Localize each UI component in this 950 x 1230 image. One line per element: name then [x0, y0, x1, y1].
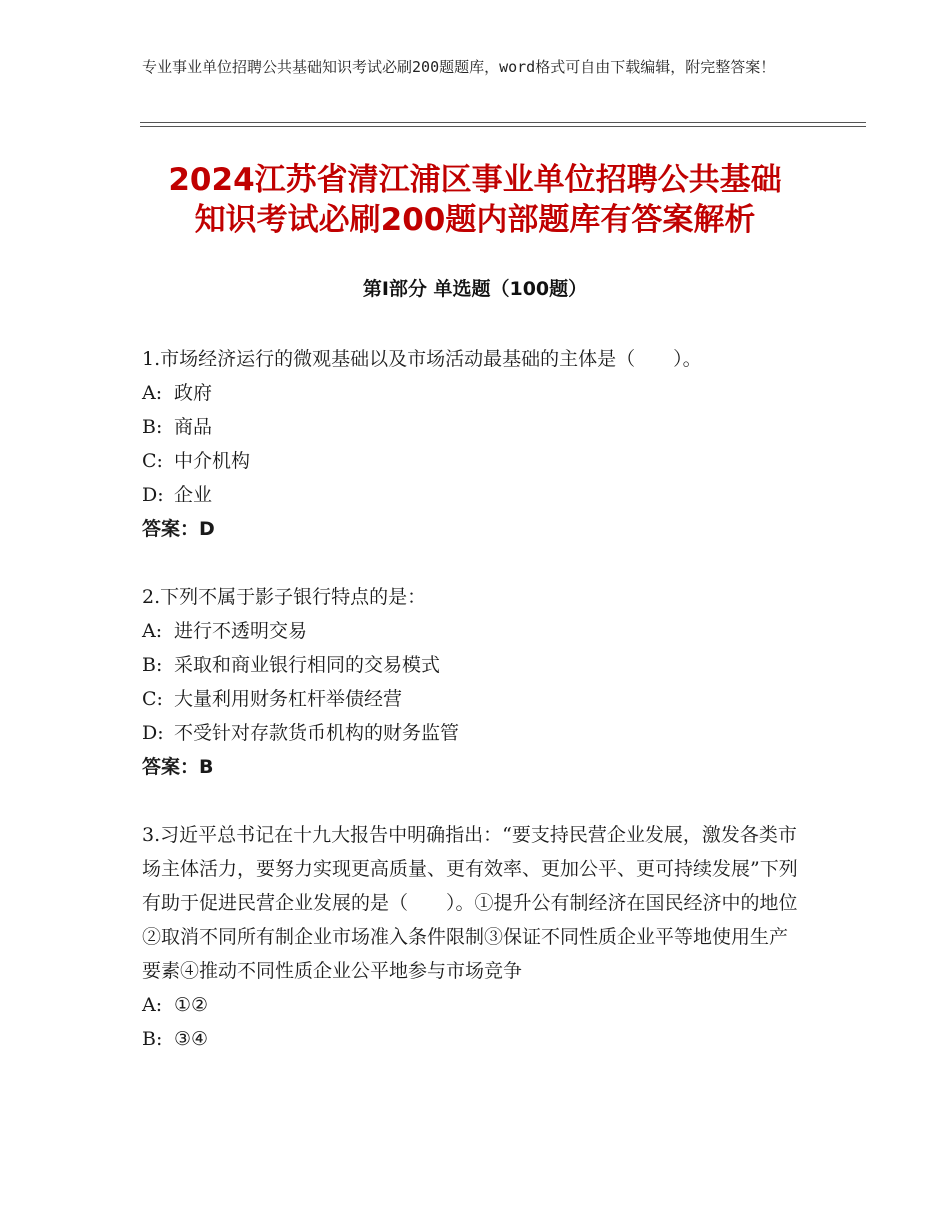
option-text: 商品 [174, 416, 213, 438]
option-letter: B: [142, 654, 163, 676]
option-d [142, 716, 802, 750]
option-letter: A: [142, 382, 163, 404]
option-b [142, 410, 802, 444]
option-text: 进行不透明交易 [174, 620, 308, 642]
option-d [142, 478, 802, 512]
title-line-2: 知识考试必刷200题内部题库有答案解析 [194, 202, 756, 238]
answer-line: 答案：B [142, 756, 214, 778]
option-letter: C: [142, 450, 163, 472]
option-letter: A: [142, 620, 163, 642]
option-a [142, 988, 802, 1022]
document-title [100, 160, 850, 240]
option-text: 大量利用财务杠杆举债经营 [174, 688, 403, 710]
section-title: 第Ⅰ部分 单选题（100题） [362, 278, 588, 300]
question-3 [142, 818, 802, 1056]
option-c [142, 444, 802, 478]
option-a [142, 614, 802, 648]
option-text: ③④ [174, 1028, 209, 1050]
header-note: 专业事业单位招聘公共基础知识考试必刷200题题库，word格式可自由下载编辑，附完整答案！ [142, 58, 776, 76]
title-line-1: 2024江苏省清江浦区事业单位招聘公共基础 [168, 162, 782, 198]
question-1 [142, 342, 802, 546]
question-2 [142, 580, 802, 784]
header-rule-bottom [140, 126, 866, 127]
question-stem: 3.习近平总书记在十九大报告中明确指出：“要支持民营企业发展，激发各类市场主体活力，要努力实现更高质量、更有效率、更加公平、更可持续发展”下列有助于促进民营企业发展的是（ ）。①提升公有制经济在国民经济中的地位②取消不同所有制企业市场准入条件限制③保证不同性质企业平等地使用生产要素④推动不同性质企业公平地参与市场竞争 [142, 824, 798, 982]
option-c [142, 682, 802, 716]
option-text: 采取和商业银行相同的交易模式 [174, 654, 441, 676]
option-letter: C: [142, 688, 163, 710]
answer-line: 答案：D [142, 518, 215, 540]
option-a [142, 376, 802, 410]
option-letter: A: [142, 994, 163, 1016]
option-b [142, 648, 802, 682]
header-rule-top [140, 122, 866, 123]
questions-list [142, 342, 802, 1056]
question-stem: 1.市场经济运行的微观基础以及市场活动最基础的主体是（ ）。 [142, 348, 702, 370]
option-text: ①② [174, 994, 209, 1016]
option-letter: D: [142, 722, 164, 744]
option-text: 政府 [174, 382, 213, 404]
option-text: 中介机构 [174, 450, 251, 472]
option-b [142, 1022, 802, 1056]
option-letter: B: [142, 416, 163, 438]
option-letter: B: [142, 1028, 163, 1050]
option-text: 企业 [174, 484, 213, 506]
question-stem: 2.下列不属于影子银行特点的是： [142, 586, 427, 608]
option-text: 不受针对存款货币机构的财务监管 [174, 722, 460, 744]
option-letter: D: [142, 484, 164, 506]
